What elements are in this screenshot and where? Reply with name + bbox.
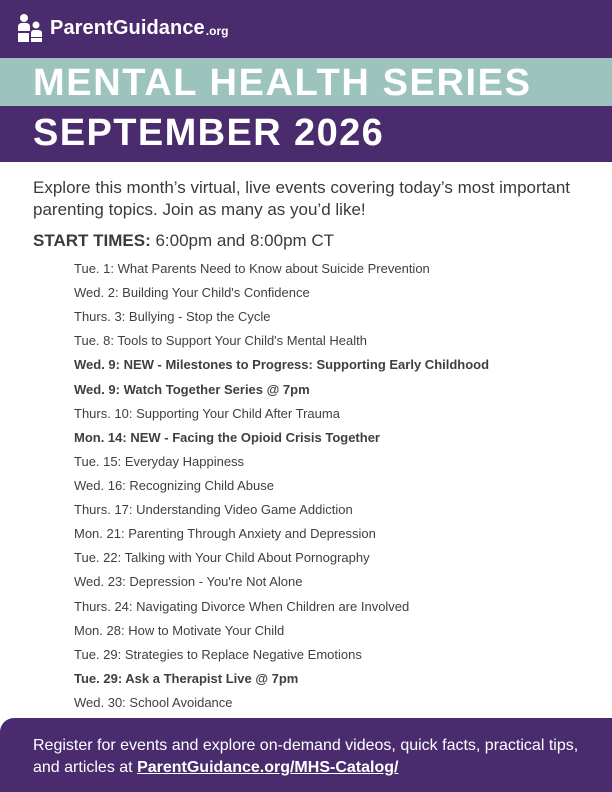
logo-suffix: .org xyxy=(205,24,229,38)
event-item: Mon. 14: NEW - Facing the Opioid Crisis Together xyxy=(74,429,380,445)
event-item: Wed. 23: Depression - You're Not Alone xyxy=(74,574,303,590)
event-item: Tue. 22: Talking with Your Child About Pornography xyxy=(74,550,370,566)
intro-paragraph: Explore this month’s virtual, live events covering today’s most important parenting topics. Join as many as you’d like! xyxy=(33,178,571,219)
event-item: Tue. 29: Strategies to Replace Negative Emotions xyxy=(74,646,362,662)
event-item: Thurs. 3: Bullying - Stop the Cycle xyxy=(74,309,271,325)
site-logo[interactable] xyxy=(16,12,228,44)
event-item: Tue. 29: Ask a Therapist Live @ 7pm xyxy=(74,670,299,686)
event-item: Mon. 28: How to Motivate Your Child xyxy=(74,622,285,638)
title-band-teal xyxy=(0,58,612,106)
footer-banner xyxy=(0,718,612,792)
event-item: Tue. 8: Tools to Support Your Child's Mental Health xyxy=(74,333,367,349)
event-item: Wed. 9: Watch Together Series @ 7pm xyxy=(74,381,310,397)
event-item: Thurs. 10: Supporting Your Child After Trauma xyxy=(74,405,340,421)
event-item: Tue. 15: Everyday Happiness xyxy=(74,453,245,469)
start-times-label: START TIMES: xyxy=(33,231,151,250)
month-title: SEPTEMBER 2026 xyxy=(33,112,385,154)
event-item: Mon. 21: Parenting Through Anxiety and Depression xyxy=(74,526,376,542)
start-times xyxy=(33,231,334,251)
event-item: Wed. 16: Recognizing Child Abuse xyxy=(74,477,274,493)
event-list xyxy=(74,259,489,717)
title-band-purple xyxy=(0,106,612,162)
footer-text xyxy=(33,735,593,779)
event-item: Thurs. 24: Navigating Divorce When Children are Involved xyxy=(74,598,410,614)
event-item: Wed. 9: NEW - Milestones to Progress: Supporting Early Childhood xyxy=(74,357,490,373)
event-item: Wed. 2: Building Your Child's Confidence xyxy=(74,285,310,301)
header-bar xyxy=(0,0,612,58)
logo-name: ParentGuidance xyxy=(50,16,205,39)
event-item: Wed. 30: School Avoidance xyxy=(74,694,233,710)
footer-copy: Register for events and explore on-demand videos, quick facts, practical tips, and articles at xyxy=(33,737,579,776)
event-item: Tue. 1: What Parents Need to Know about Suicide Prevention xyxy=(74,261,430,276)
series-title: MENTAL HEALTH SERIES xyxy=(33,62,532,104)
catalog-link[interactable]: ParentGuidance.org/MHS-Catalog/ xyxy=(137,759,399,776)
event-item: Thurs. 17: Understanding Video Game Addiction xyxy=(74,502,353,518)
start-times-value: 6:00pm and 8:00pm CT xyxy=(155,231,335,250)
family-icon xyxy=(16,13,44,43)
